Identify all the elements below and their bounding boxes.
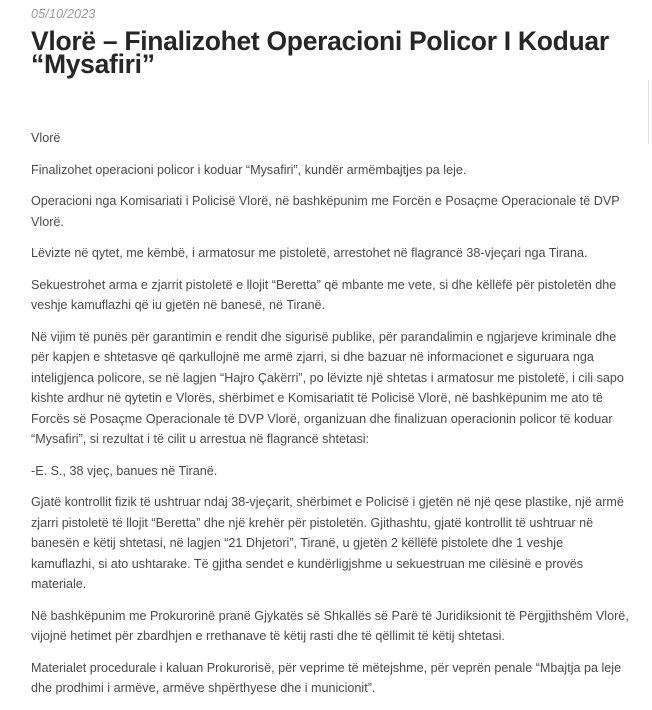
- article-paragraph: Vlorë: [31, 131, 61, 145]
- article-body: [31, 128, 629, 710]
- article-paragraph: Materialet procedurale i kaluan Prokurorisë, për veprime të mëtejshme, për veprën penale “Mbajtja pa leje dhe prodhimi i armëve, armëve shpërthyese dhe i municionit”.: [31, 660, 622, 695]
- article-paragraph: Finalizohet operacioni policor i koduar “Mysafiri”, kundër armëmbajtjes pa leje.: [31, 162, 467, 177]
- sidebar-divider: [648, 80, 649, 144]
- article-paragraph: -E. S., 38 vjeç, banues në Tiranë.: [31, 463, 218, 478]
- article-title: Vlorë – Finalizohet Operacioni Policor I Koduar “Mysafiri”: [31, 26, 609, 79]
- article-paragraph: Sekuestrohet arma e zjarrit pistoletë e llojit “Beretta” që mbante me vete, si dhe këllëfë për pistoletën dhe veshje kamuflazhi që iu gjetën në banesë, në Tiranë.: [31, 277, 617, 312]
- article-paragraph: Në vijim të punës për garantimin e rendit dhe sigurisë publike, për parandalimin e ngjarjeve kriminale dhe për kapjen e shtetasve që qarkullojnë me armë zjarri, si dhe bazuar në informacionet e siguruara nga inteligjenca policore, se në lagjen “Hajro Çakërri”, po lëvizte një shtetas i armatosur me pistoletë, i cili sapo kishte ardhur në qytetin e Vlorës, shërbimet e Komisariatit të Policisë Vlorë, në bashkëpunim me ato të Forcës së Posaçme Operacionale të DVP Vlorë, organizuan dhe finalizuan operacionin policor të koduar “Mysafiri”, si rezultat i të cilit u arrestua në flagrancë shtetasi:: [31, 329, 624, 446]
- article-date: 05/10/2023: [31, 7, 96, 21]
- article-paragraph: Operacioni nga Komisariati i Policisë Vlorë, në bashkëpunim me Forcën e Posaçme Operacionale të DVP Vlorë.: [31, 194, 620, 229]
- article-paragraph: Lëvizte në qytet, me këmbë, i armatosur me pistoletë, arrestohet në flagrancë 38-vjeçari nga Tirana.: [31, 246, 588, 260]
- article-paragraph: Në bashkëpunim me Prokurorinë pranë Gjykatës së Shkallës së Parë të Juridiksionit të Përgjithshëm Vlorë, vijojnë hetimet për zbardhjen e rrethanave të këtij rasti dhe të qëllimit të këtij shtetasi.: [31, 608, 629, 643]
- article-paragraph: Gjatë kontrollit fizik të ushtruar ndaj 38-vjeçarit, shërbimet e Policisë i gjetën në një qese plastike, një armë zjarri pistoletë të llojit “Beretta” dhe një krehër për pistoletën. Gjithashtu, gjatë kontrollit të ushtruar në banesën e këtij shtetasi, në lagjen “21 Dhjetori”, Tiranë, u gjetën 2 këllëfë pistolete dhe 1 veshje kamuflazhi, si ato ushtarake. Të gjitha sendet e kundërligjshme u sekuestruan me cilësinë e provës materiale.: [31, 495, 624, 591]
